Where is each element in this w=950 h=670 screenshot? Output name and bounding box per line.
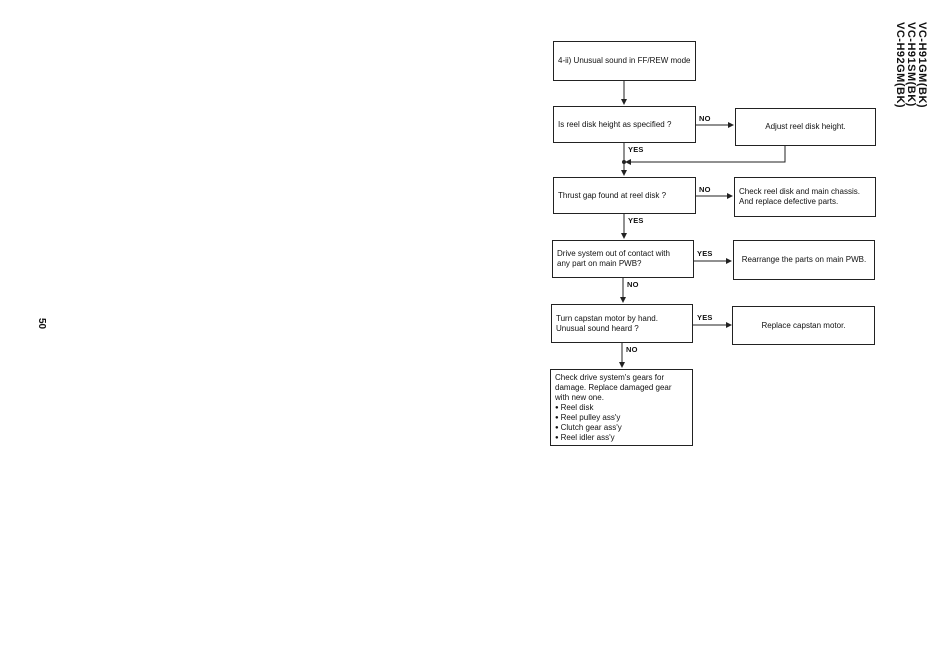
label-yes-2: YES (628, 216, 644, 225)
label-no-4: NO (626, 345, 638, 354)
final-action-box (550, 369, 693, 446)
action-box-4 (732, 306, 875, 345)
model-name: VC-H91SM(BK) (905, 22, 917, 107)
label-no-3: NO (627, 280, 639, 289)
action-box-1 (735, 108, 876, 146)
action-3-text: Rearrange the parts on main PWB. (741, 255, 867, 264)
page-number: 50 (36, 317, 48, 330)
model-name: VC-H92GM(BK) (894, 22, 906, 109)
arrow-a1-return (626, 146, 785, 162)
question-box-4 (551, 304, 693, 343)
list-item: ● Reel pulley ass'y (555, 413, 622, 423)
question-3-text: Drive system out of contact with any part on main PWB? (557, 249, 670, 268)
label-no-1: NO (699, 114, 711, 123)
label-yes-3: YES (697, 249, 713, 258)
final-action-text: Check drive system's gears for damage. Replace damaged gear with new one. (555, 372, 672, 402)
question-1-text: Is reel disk height as specified ? (558, 119, 672, 129)
question-4-text: Turn capstan motor by hand. Unusual sound heard ? (556, 313, 658, 333)
label-yes-4: YES (697, 313, 713, 322)
list-item: ● Reel idler ass'y (555, 433, 622, 443)
parts-list (555, 403, 622, 443)
action-box-3 (733, 240, 875, 280)
flowchart-title: 4-ii) Unusual sound in FF/REW mode (558, 56, 691, 65)
model-header (894, 22, 927, 108)
list-item: ● Reel disk (555, 403, 622, 413)
question-box-1 (553, 106, 696, 143)
question-2-text: Thrust gap found at reel disk ? (558, 190, 667, 200)
label-yes-1: YES (628, 145, 644, 154)
junction-dot (622, 160, 626, 164)
label-no-2: NO (699, 185, 711, 194)
model-name: VC-H91GM(BK) (916, 22, 928, 109)
question-box-2 (553, 177, 696, 214)
action-1-text: Adjust reel disk height. (765, 122, 846, 131)
question-box-3 (552, 240, 694, 278)
action-2-text: Check reel disk and main chassis. And replace defective parts. (739, 187, 860, 206)
action-box-2 (734, 177, 876, 217)
action-4-text: Replace capstan motor. (761, 320, 846, 330)
flowchart-title-box (553, 41, 696, 81)
list-item: ● Clutch gear ass'y (555, 423, 622, 433)
